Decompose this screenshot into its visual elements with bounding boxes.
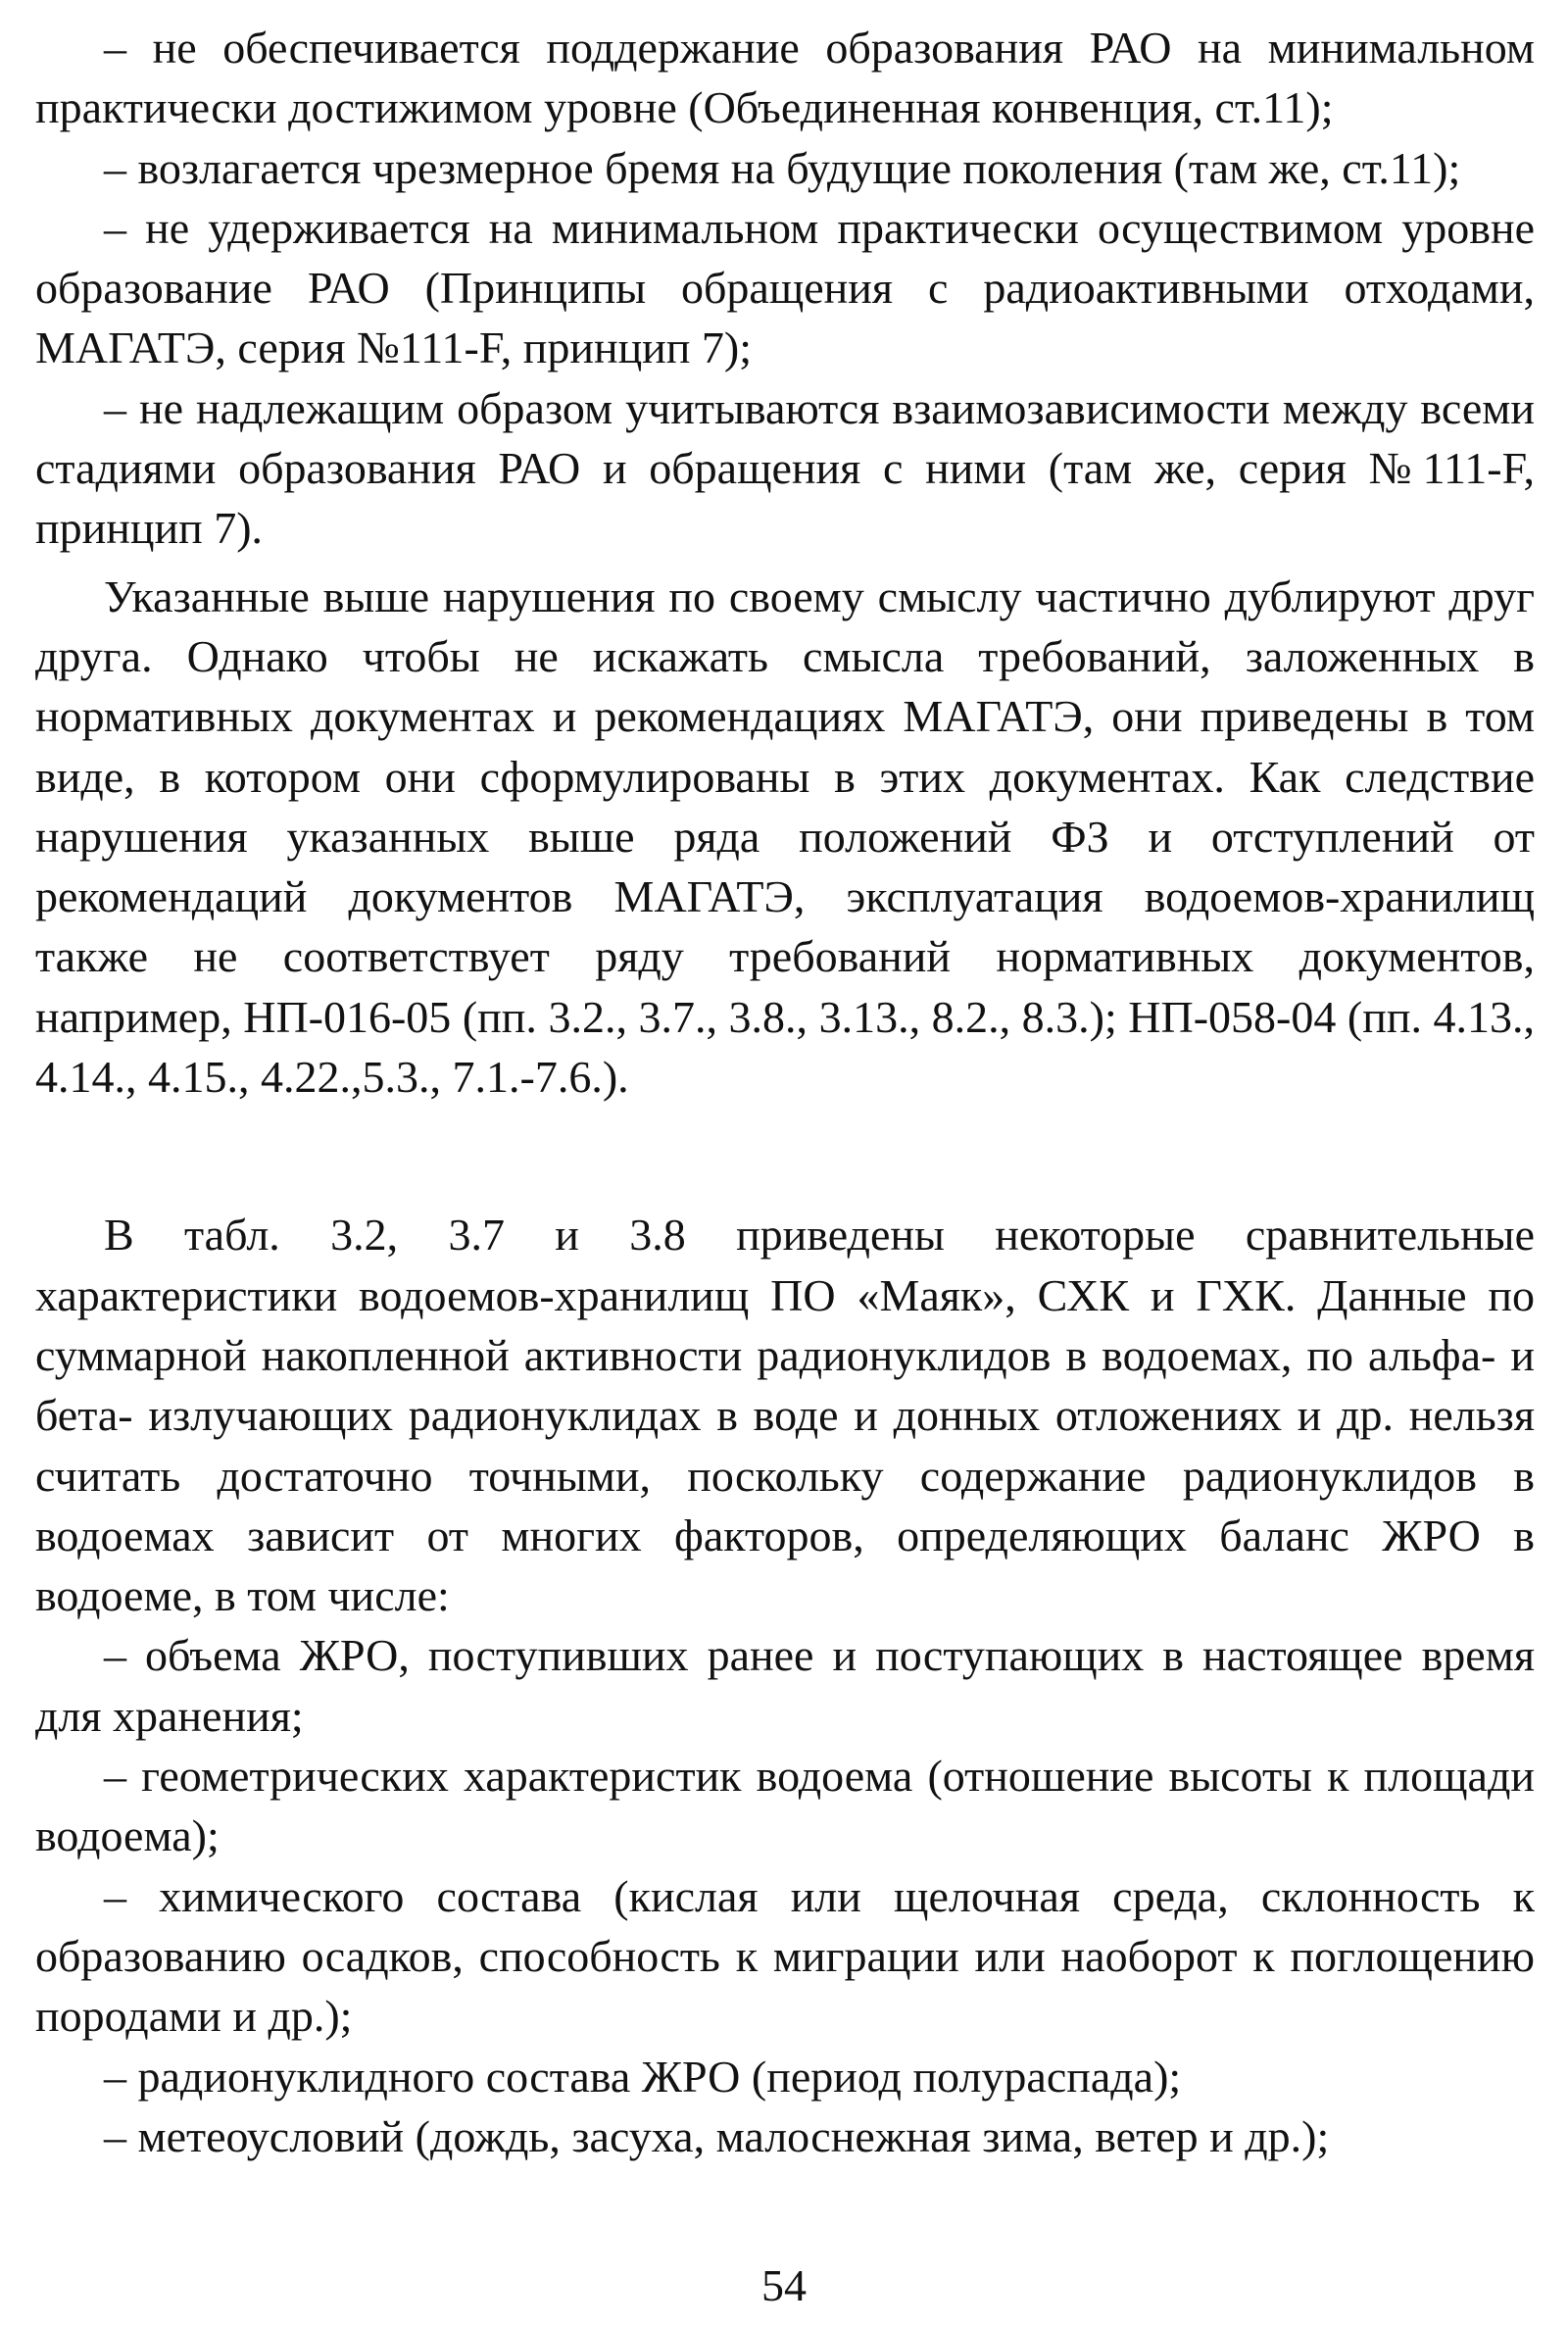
list-item: – возлагается чрезмерное бремя на будущие поколения (там же, ст.11); bbox=[104, 142, 1461, 193]
list-item: – не удерживается на минимальном практически осуществимом уровне образование РАО (Принципы обращения с радиоактивными отходами, МАГАТЭ, серия №111-F, принцип 7); bbox=[35, 202, 1535, 373]
page-number: 54 bbox=[761, 2260, 807, 2310]
list-item: – химического состава (кислая или щелочная среда, склонность к образованию осадков, способность к миграции или наоборот к поглощению породами и др.); bbox=[35, 1870, 1535, 2042]
list-item: – не обеспечивается поддержание образования РАО на минимальном практически достижимом уровне (Объединенная конвенция, ст.11); bbox=[35, 23, 1535, 133]
list-item: – не надлежащим образом учитываются взаимозависимости между всеми стадиями образования РАО и обращения с ними (там же, серия №111-F, принцип 7). bbox=[35, 382, 1535, 554]
section-spacer bbox=[35, 1107, 1535, 1205]
list-item: – геометрических характеристик водоема (отношение высоты к площади водоема); bbox=[35, 1751, 1535, 1861]
paragraph-spacer bbox=[35, 559, 1535, 567]
list-item: – радионуклидного состава ЖРО (период полураспада); bbox=[104, 2051, 1182, 2102]
list-item: – метеоусловий (дождь, засуха, малоснежная зима, ветер и др.); bbox=[104, 2110, 1330, 2161]
document-page bbox=[35, 18, 1535, 2166]
body-paragraph: Указанные выше нарушения по своему смыслу частично дублируют друг друга. Однако чтобы не искажать смысла требований, заложенных в нормативных документах и рекомендациях МАГАТЭ, они приведены в том виде, в котором они сформулированы в этих документах. Как следствие нарушения указанных выше ряда положений ФЗ и отступлений от рекомендаций документов МАГАТЭ, эксплуатация водоемов-хранилищ также не соответствует ряду требований нормативных документов, например, НП-016-05 (пп. 3.2., 3.7., 3.8., 3.13., 8.2., 8.3.); НП-058-04 (пп. 4.13., 4.14., 4.15., 4.22.,5.3., 7.1.-7.6.). bbox=[35, 570, 1535, 1103]
list-item: – объема ЖРО, поступивших ранее и поступающих в настоящее время для хранения; bbox=[35, 1630, 1535, 1741]
body-paragraph: В табл. 3.2, 3.7 и 3.8 приведены некоторые сравнительные характеристики водоемов-хранилищ ПО «Маяк», СХК и ГХК. Данные по суммарной накопленной активности радионуклидов в водоемах, по альфа- и бета- излучающих радионуклидах в воде и донных отложениях и др. нельзя считать достаточно точными, поскольку содержание радионуклидов в водоемах зависит от многих факторов, определяющих баланс ЖРО в водоеме, в том числе: bbox=[35, 1210, 1535, 1621]
